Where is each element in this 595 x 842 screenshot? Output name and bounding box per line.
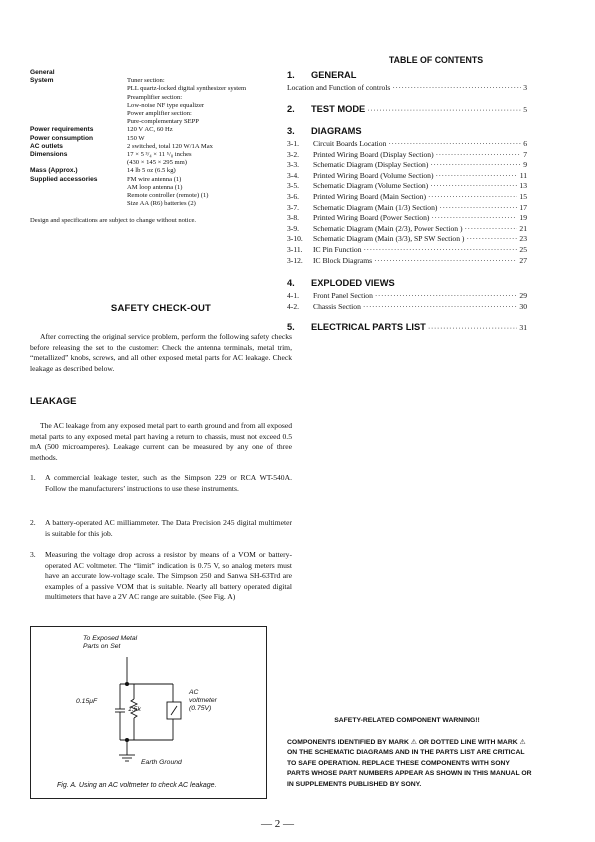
spec-rows [30, 77, 292, 208]
toc-general-list [287, 83, 527, 94]
page-number: — 2 — [261, 818, 294, 830]
toc-entry-title: Printed Wiring Board (Power Section) [313, 213, 430, 223]
voltmeter-label-line: (0.75V) [189, 705, 212, 712]
toc-entry[interactable] [287, 203, 527, 214]
toc-entry[interactable] [287, 224, 527, 235]
toc-entry-title: Location and Function of controls [287, 83, 391, 92]
toc-entry[interactable] [287, 181, 527, 192]
list-number: 2. [30, 518, 36, 527]
circuit-diagram [31, 627, 266, 798]
toc-leader-dots [374, 256, 517, 267]
resistor-label: 1.5k [128, 706, 141, 713]
toc-section-title: ELECTRICAL PARTS LIST [311, 322, 426, 332]
toc-section-3 [287, 126, 362, 136]
toc-section-title: DIAGRAMS [311, 126, 362, 136]
toc-entry-title: Printed Wiring Board (Display Section) [313, 149, 434, 159]
spec-value [127, 126, 292, 134]
toc-section-title: GENERAL [311, 70, 357, 80]
spec-value-line: Size AA (R6) batteries (2) [127, 200, 196, 208]
spec-label: Mass (Approx.) [30, 167, 78, 175]
toc-entry[interactable] [287, 160, 527, 171]
toc-entry-number: 3-7. [287, 202, 300, 212]
toc-entry-title: Schematic Diagram (Volume Section) [313, 181, 429, 191]
safety-intro: After correcting the original service problem, perform the following safety checks before releasing the set to the customer: Check the antenna terminals, metal trim, “metallized” knobs, screws, and all other exposed metal parts for AC leakage. Check leakage as described below. [30, 332, 292, 373]
leakage-method-3 [30, 550, 292, 603]
toc-title: TABLE OF CONTENTS [388, 55, 484, 65]
toc-entry[interactable] [287, 150, 527, 161]
voltmeter-label [189, 689, 217, 713]
spec-row [30, 77, 292, 126]
toc-entry-page: 29 [519, 291, 527, 300]
toc-section-1 [287, 70, 356, 80]
spec-value-line: Tuner section: [127, 77, 165, 85]
toc-section-title: EXPLODED VIEWS [311, 278, 395, 288]
toc-entry-title: Printed Wiring Board (Volume Section) [313, 170, 434, 180]
spec-value-line: Low-noise NF type equalizer [127, 101, 205, 109]
toc-entry[interactable] [287, 139, 527, 150]
toc-entry[interactable] [287, 213, 527, 224]
spec-value [127, 167, 292, 175]
toc-entry[interactable] [287, 302, 527, 313]
spec-label: Dimensions [30, 151, 68, 159]
toc-entry-title: Schematic Diagram (Display Section) [313, 160, 429, 170]
spec-value [127, 151, 292, 167]
spec-value-line: FM wire antenna (1) [127, 175, 182, 183]
spec-row [30, 167, 292, 175]
toc-entry-number: 3-2. [287, 149, 300, 159]
toc-page: 31 [519, 323, 527, 332]
warning-title: SAFETY-RELATED COMPONENT WARNING!! [334, 717, 480, 724]
leakage-method-2 [30, 518, 292, 539]
specifications-block [30, 69, 292, 226]
toc-leader-dots [367, 105, 521, 114]
toc-entry-page: 21 [519, 223, 527, 233]
spec-value-line: Pure-complementary SEPP [127, 118, 199, 126]
toc-entry-title: Front Panel Section [313, 291, 373, 300]
toc-entry-page: 25 [519, 244, 527, 254]
figure-top-label-line: To Exposed Metal [83, 635, 138, 642]
toc-entry[interactable] [287, 234, 527, 245]
toc-leader-dots [435, 171, 517, 182]
spec-value-line: 2 switched, total 120 W/1A Max [127, 142, 213, 150]
toc-entry-page: 19 [519, 213, 527, 223]
toc-entry-title: Circuit Boards Location [313, 139, 387, 148]
earth-ground-label: Earth Ground [141, 759, 182, 766]
safety-heading: SAFETY CHECK-OUT [110, 303, 212, 314]
toc-entry-number: 3-3. [287, 160, 300, 170]
toc-entry[interactable] [287, 256, 527, 267]
toc-section-title: TEST MODE [311, 104, 366, 114]
list-text: A battery-operated AC milliammeter. The Data Precision 245 digital multimeter is suitable for this job. [45, 518, 292, 538]
meter-needle [171, 706, 177, 715]
list-number: 1. [30, 473, 36, 482]
toc-entry-number: 3-10. [287, 234, 303, 244]
toc-leader-dots [364, 245, 518, 256]
toc-entry-number: 4-1. [287, 291, 300, 300]
toc-entry-page: 23 [519, 234, 527, 244]
toc-section-number: 1. [287, 70, 295, 80]
toc-leader-dots [465, 224, 518, 235]
toc-entry-title: Schematic Diagram (Main (2/3), Power Section ) [313, 223, 463, 233]
spec-value-line: 17 × 5 ³/₄ × 11 ⁵/₈ inches [127, 151, 192, 159]
spec-value-line: 120 V AC, 60 Hz [127, 126, 173, 134]
toc-entry[interactable] [287, 83, 527, 94]
figure-top-label [83, 635, 137, 651]
toc-entry-page: 7 [523, 149, 527, 159]
toc-entry-number: 3-8. [287, 213, 300, 223]
toc-entry-title: Chassis Section [313, 301, 361, 311]
toc-leader-dots [430, 160, 521, 171]
figure-top-label-line: Parts on Set [83, 643, 121, 650]
toc-entry-page: 17 [519, 202, 527, 212]
spec-row [30, 135, 292, 143]
list-text: Measuring the voltage drop across a resistor by means of a VOM or battery-operated AC voltmeter. The “limit” indication is 0.75 V, so analog meters must have an accurate low-voltage scale. The Simpson 250 and Sanwa SH-63Trd are examples of a passive VOM that is suitable. Nearly all battery operated digital multimeters that have a 2V AC range are suitable. (See Fig. A) [45, 550, 292, 602]
spec-value-line: AM loop antenna (1) [127, 183, 183, 191]
toc-entry-title: IC Block Diagrams [313, 255, 373, 265]
spec-heading: General [30, 69, 55, 76]
toc-leader-dots [431, 213, 517, 224]
toc-page: 5 [523, 105, 527, 114]
toc-entry-title: Schematic Diagram (Main (3/3), SP SW Section ) [313, 234, 465, 244]
spec-value [127, 176, 292, 209]
toc-entry-number: 3-9. [287, 223, 300, 233]
toc-leader-dots [392, 83, 521, 94]
toc-exploded-list [287, 291, 527, 312]
toc-leader-dots [430, 181, 517, 192]
toc-leader-dots [466, 234, 517, 245]
list-text: A commercial leakage tester, such as the Simpson 229 or RCA WT-540A. Follow the manufacturers’ instructions to use these instruments. [45, 473, 292, 493]
toc-entry-page: 13 [519, 181, 527, 191]
toc-entry-number: 3-6. [287, 191, 300, 201]
spec-note: Design and specifications are subject to change without notice. [30, 217, 197, 225]
toc-section-4 [287, 278, 395, 288]
spec-value [127, 135, 292, 143]
spec-label: System [30, 77, 54, 85]
toc-leader-dots [428, 192, 517, 203]
toc-entry-page: 27 [519, 255, 527, 265]
toc-entry-page: 6 [523, 139, 527, 148]
toc-entry-page: 30 [519, 301, 527, 311]
warning-body: COMPONENTS IDENTIFIED BY MARK ⚠ OR DOTTED LINE WITH MARK ⚠ ON THE SCHEMATIC DIAGRAMS AND IN THE PARTS LIST ARE CRITICAL TO SAFE OPERATION. REPLACE THESE COMPONENTS WITH SONY PARTS WHOSE PART NUMBERS APPEAR AS SHOWN IN THIS MANUAL OR IN SUPPLEMENTS PUBLISHED BY SONY. [287, 739, 532, 788]
toc-section-number: 2. [287, 104, 295, 114]
toc-entry-number: 3-12. [287, 255, 303, 265]
leakage-intro: The AC leakage from any exposed metal part to earth ground and from all exposed metal parts to any exposed metal part having a return to chassis, must not exceed 0.5 mA (500 microamperes). Leakage current can be measured by any one of three methods. [30, 421, 292, 462]
toc-section-5[interactable] [287, 322, 527, 332]
spec-row [30, 151, 292, 167]
toc-entry-number: 4-2. [287, 301, 300, 311]
spec-label: Power consumption [30, 134, 94, 142]
capacitor-label: 0.15μF [76, 698, 98, 705]
figure-a [30, 626, 267, 799]
spec-label: AC outlets [30, 142, 63, 150]
toc-entry-page: 3 [523, 83, 527, 92]
toc-leader-dots [439, 203, 517, 214]
spec-value-line: 14 lb 5 oz (6.5 kg) [127, 167, 176, 175]
toc-entry[interactable] [287, 192, 527, 203]
toc-entry-number: 3-11. [287, 244, 303, 254]
spec-value-line: Preamplifier section: [127, 93, 183, 101]
toc-entry-title: Schematic Diagram (Main (1/3) Section) [313, 202, 438, 212]
spec-value [127, 143, 292, 151]
toc-entry-title: IC Pin Function [313, 244, 362, 254]
voltmeter-label-line: AC [189, 689, 199, 696]
toc-section-number: 4. [287, 278, 295, 288]
spec-value-line: PLL quartz-locked digital synthesizer system [127, 85, 247, 93]
toc-leader-dots [363, 302, 518, 313]
list-number: 3. [30, 550, 36, 559]
spec-row [30, 176, 292, 209]
spec-value [127, 77, 292, 126]
toc-entry-page: 9 [523, 160, 527, 170]
figure-caption: Fig. A. Using an AC voltmeter to check AC leakage. [57, 782, 217, 789]
spec-row [30, 143, 292, 151]
toc-section-number: 5. [287, 322, 295, 332]
toc-entry[interactable] [287, 245, 527, 256]
toc-section-2[interactable] [287, 104, 527, 114]
toc-entry-page: 11 [519, 170, 527, 180]
spec-row [30, 126, 292, 134]
toc-entry-number: 3-5. [287, 181, 300, 191]
toc-diagrams-list [287, 139, 527, 266]
toc-entry-page: 15 [519, 191, 527, 201]
toc-leader-dots [428, 323, 518, 332]
toc-entry-number: 3-1. [287, 139, 300, 148]
toc-leader-dots [388, 139, 521, 150]
toc-leader-dots [375, 291, 518, 302]
spec-value-line: Remote controller (remote) (1) [127, 192, 209, 200]
toc-entry-title: Printed Wiring Board (Main Section) [313, 191, 427, 201]
toc-entry-number: 3-4. [287, 170, 300, 180]
spec-value-line: Power amplifier section: [127, 110, 192, 118]
voltmeter-label-line: voltmeter [189, 697, 217, 704]
spec-label: Power requirements [30, 126, 94, 134]
toc-entry[interactable] [287, 291, 527, 302]
toc-section-number: 3. [287, 126, 295, 136]
spec-value-line: (430 × 145 × 295 mm) [127, 159, 188, 167]
leakage-heading: LEAKAGE [30, 396, 77, 407]
leakage-method-1 [30, 473, 292, 494]
spec-value-line: 150 W [127, 134, 145, 142]
toc-leader-dots [436, 150, 522, 161]
toc-entry[interactable] [287, 171, 527, 182]
spec-label: Supplied accessories [30, 175, 98, 183]
